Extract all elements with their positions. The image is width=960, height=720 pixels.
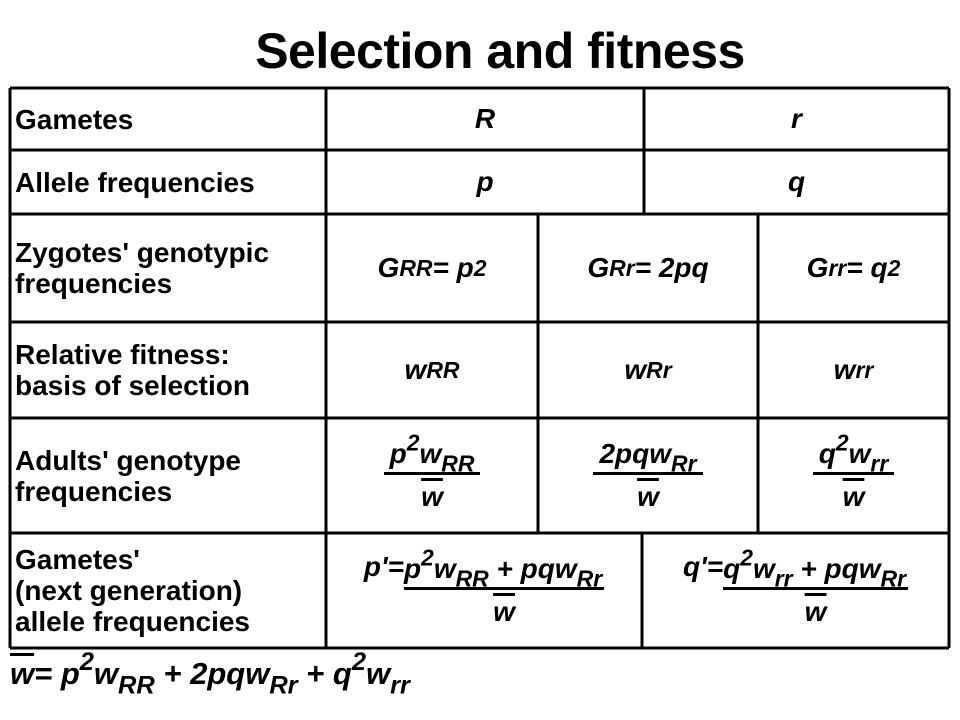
gamete-R: R [474, 103, 496, 134]
row-label-adults: Adults' genotype frequencies [15, 444, 241, 507]
row-label-relative-fitness: Relative fitness: basis of selection [15, 339, 250, 401]
adult-RR-frequency: $\frac{p^2w_{RR}}{w}$ [326, 418, 538, 533]
zygote-Rr-frequency: G Rr = 2pq [587, 252, 709, 283]
zygote-RR-frequency: G RR = p 2 [377, 252, 487, 283]
mean-fitness-symbol: w [804, 596, 827, 627]
mean-fitness-symbol: w [493, 596, 515, 627]
mean-fitness-formula: $\overline{w}= p^2w_{RR} + 2pqw_{Rr} + q^2w_{rr}$ [10, 648, 410, 700]
mean-fitness-symbol: w [421, 481, 443, 512]
row-label-zygotes: Zygotes' genotypic frequencies [15, 237, 270, 299]
row-label-allele-frequencies: Allele frequencies [15, 166, 255, 198]
next-generation-p: p'= $\frac{p^2w_{RR} + pqw_{Rr}}{w}$ [363, 544, 603, 627]
zygote-rr-frequency: G rr = q 2 [806, 252, 901, 283]
adult-Rr-frequency: $\frac{2pqw_{Rr}}{w}$ [538, 418, 758, 533]
next-generation-q: q'= $\frac{q^2w_{rr} + pqw_{Rr}}{w}$ [682, 544, 907, 627]
gamete-r: r [791, 103, 802, 134]
adult-rr-frequency: $\frac{q^2w_{rr}}{w}$ [758, 418, 949, 533]
mean-fitness-symbol: w [842, 481, 865, 512]
row-label-next-generation: Gametes' (next generation) allele frequencies [15, 544, 251, 637]
fitness-Rr: w Rr [624, 354, 672, 385]
allele-frequency-p: p [476, 166, 494, 197]
row-label-gametes: Gametes [15, 103, 134, 135]
page-title: Selection and fitness [255, 23, 745, 79]
mean-fitness-symbol: w [637, 481, 659, 512]
fitness-RR: w RR [404, 354, 460, 385]
allele-frequency-q: q [787, 166, 806, 197]
fitness-rr: w rr [833, 354, 874, 385]
